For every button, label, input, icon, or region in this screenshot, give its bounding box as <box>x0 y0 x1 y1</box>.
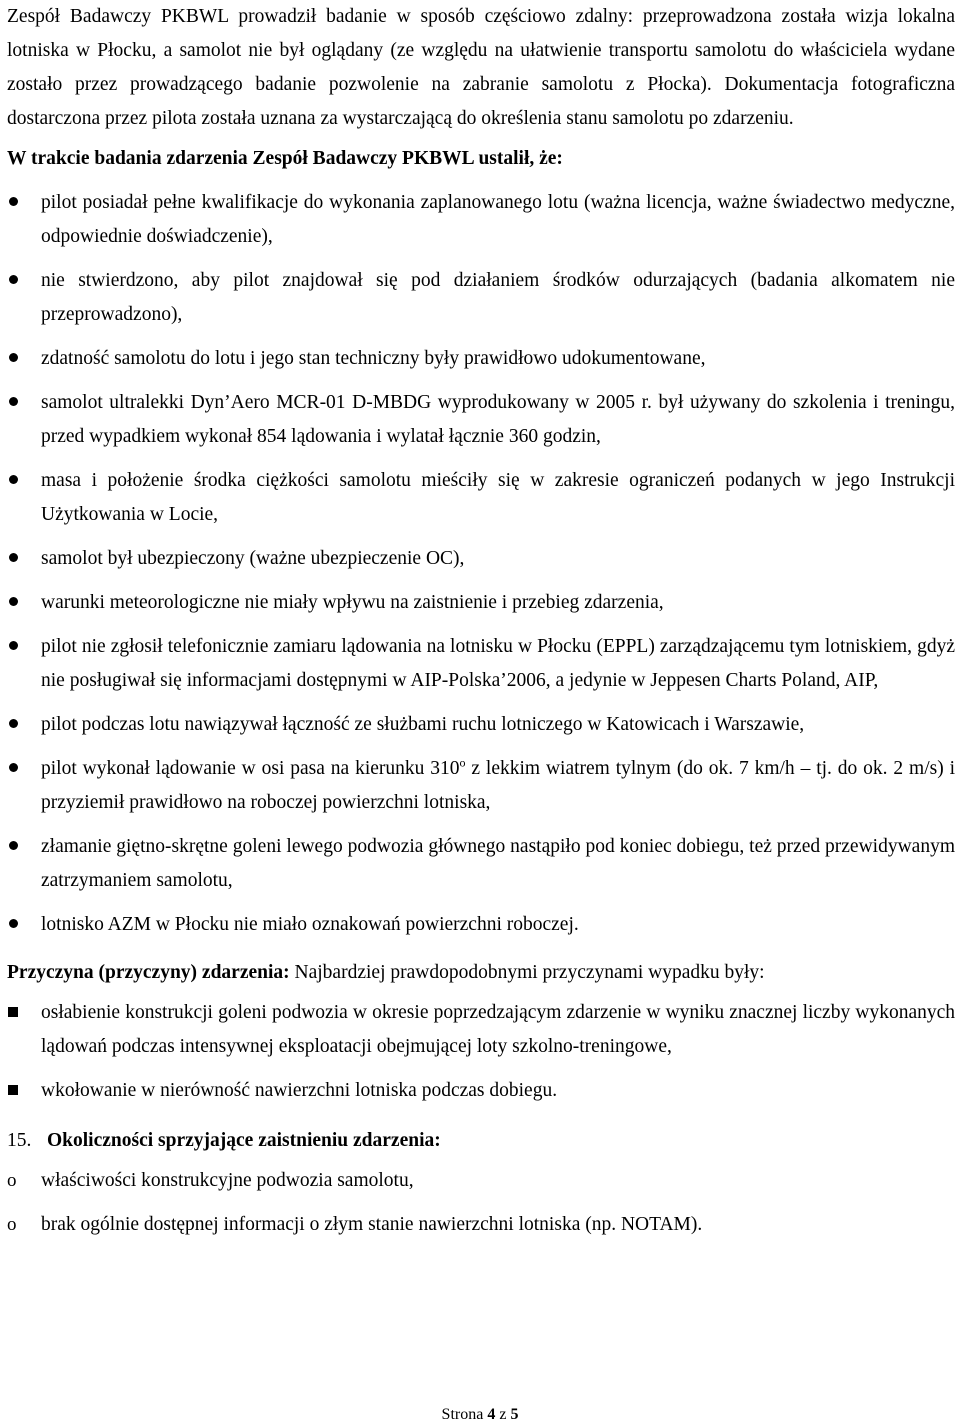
intro-paragraph: Zespół Badawczy PKBWL prowadził badanie w sposób częściowo zdalny: przeprowadzona została wizja lokalna lotniska w Płocku, a samolot nie był oglądany (ze względu na ułatwienie transportu samolotu do właściciela wydane zostało przez prowadzącego badanie pozwolenie na zabranie samolotu z Płocka). Dokumentacja fotograficzna dostarczona przez pilota została uznana za wystarczającą do określenia stanu samolotu po zdarzeniu. <box>7 6 955 129</box>
finding-item: masa i położenie środka ciężkości samolotu mieściły się w zakresie ograniczeń podanych w jego Instrukcji Użytkowania w Locie, <box>7 464 955 532</box>
bullet-dot-icon <box>9 841 18 850</box>
section-title: Okoliczności sprzyjające zaistnieniu zdarzenia: <box>47 1130 441 1151</box>
finding-item: pilot posiadał pełne kwalifikacje do wykonania zaplanowanego lotu (ważna licencja, ważne świadectwo medyczne, odpowiednie doświadczenie), <box>7 186 955 254</box>
cause-item: wkołowanie w nierówność nawierzchni lotniska podczas dobiegu. <box>7 1074 955 1108</box>
finding-item: zdatność samolotu do lotu i jego stan techniczny były prawidłowo udokumentowane, <box>7 342 955 376</box>
bullet-dot-icon <box>9 397 18 406</box>
findings-heading: W trakcie badania zdarzenia Zespół Badawczy PKBWL ustalił, że: <box>7 148 563 169</box>
finding-item: samolot ultralekki Dyn’Aero MCR-01 D-MBDG wyprodukowany w 2005 r. był używany do szkolenia i treningu, przed wypadkiem wykonał 854 lądowania i wylatał łącznie 360 godzin, <box>7 386 955 454</box>
cause-item: osłabienie konstrukcji goleni podwozia w okresie poprzedzającym zdarzenie w wyniku znacznej liczby wykonanych lądowań podczas intensywnej eksploatacji obejmującej loty szkolno-treningowe, <box>7 996 955 1064</box>
bullet-dot-icon <box>9 553 18 562</box>
bullet-square-icon <box>8 1085 18 1095</box>
cause-label: Przyczyna (przyczyny) zdarzenia: <box>7 962 290 983</box>
degree-superscript: o <box>459 755 466 770</box>
cause-list <box>7 996 955 1108</box>
bullet-dot-icon <box>9 763 18 772</box>
bullet-dot-icon <box>9 275 18 284</box>
footer-total-pages: 5 <box>510 1406 519 1423</box>
finding-item: pilot podczas lotu nawiązywał łączność ze służbami ruchu lotniczego w Katowicach i Warszawie, <box>7 708 955 742</box>
circumstance-item: o właściwości konstrukcyjne podwozia samolotu, <box>7 1164 955 1198</box>
bullet-dot-icon <box>9 919 18 928</box>
findings-list <box>7 186 955 942</box>
section-number: 15. <box>7 1130 32 1151</box>
finding-item: samolot był ubezpieczony (ważne ubezpieczenie OC), <box>7 542 955 576</box>
bullet-dot-icon <box>9 475 18 484</box>
page-footer <box>0 1405 960 1425</box>
finding-item: warunki meteorologiczne nie miały wpływu na zaistnienie i przebieg zdarzenia, <box>7 586 955 620</box>
bullet-square-icon <box>8 1007 18 1017</box>
section-15-heading <box>7 1124 955 1158</box>
finding-item: lotnisko AZM w Płocku nie miało oznakowań powierzchni roboczej. <box>7 908 955 942</box>
cause-paragraph: Przyczyna (przyczyny) zdarzenia: Najbardziej prawdopodobnymi przyczynami wypadku były: <box>7 962 765 983</box>
bullet-dot-icon <box>9 597 18 606</box>
footer-label: Strona <box>441 1406 484 1423</box>
circumstance-item: o brak ogólnie dostępnej informacji o złym stanie nawierzchni lotniska (np. NOTAM). <box>7 1208 955 1242</box>
bullet-circle-icon: o <box>7 1214 17 1235</box>
finding-item: pilot nie zgłosił telefonicznie zamiaru lądowania na lotnisku w Płocku (EPPL) zarządzającemu tym lotniskiem, gdyż nie posługiwał się informacjami dostępnymi w AIP-Polska’2006, a jedynie w Jeppesen Charts Poland, AIP, <box>7 630 955 698</box>
finding-item: złamanie giętno-skrętne goleni lewego podwozia głównego nastąpiło pod koniec dobiegu, też przed przewidywanym zatrzymaniem samolotu, <box>7 830 955 898</box>
footer-of: z <box>499 1406 507 1423</box>
document-page <box>7 0 955 1242</box>
bullet-dot-icon <box>9 353 18 362</box>
bullet-dot-icon <box>9 641 18 650</box>
finding-item: nie stwierdzono, aby pilot znajdował się pod działaniem środków odurzających (badania alkomatem nie przeprowadzono), <box>7 264 955 332</box>
bullet-circle-icon: o <box>7 1170 17 1191</box>
bullet-dot-icon <box>9 719 18 728</box>
finding-item-landing: pilot wykonał lądowanie w osi pasa na kierunku 310$^o$ z lekkim wiatrem tylnym (do ok. 7 km/h – tj. do ok. 2 m/s) i przyziemił prawidłowo na roboczej powierzchni lotniska, <box>7 752 955 820</box>
bullet-dot-icon <box>9 197 18 206</box>
footer-page-number: 4 <box>487 1406 496 1423</box>
section-15-list <box>7 1164 955 1242</box>
